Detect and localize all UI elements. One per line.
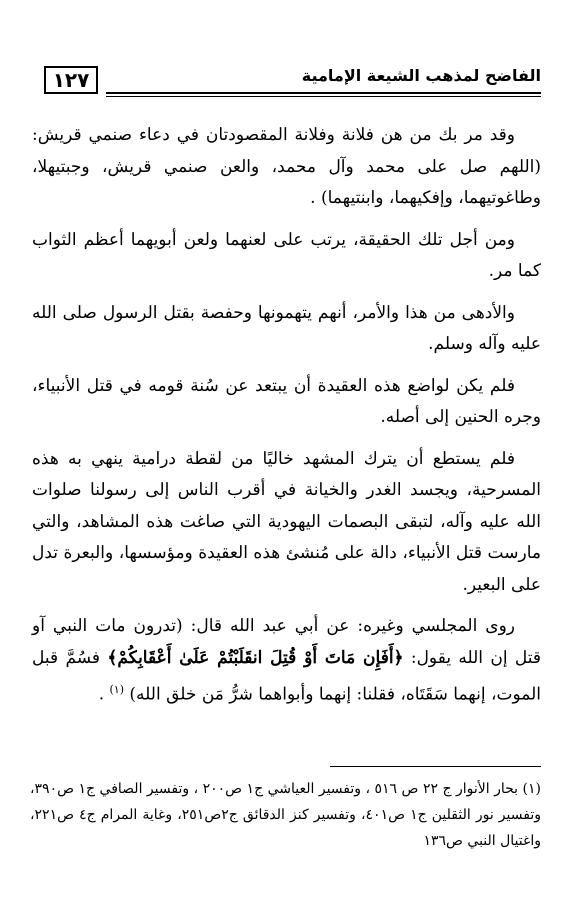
footnote-reference: (١) bbox=[109, 683, 125, 696]
paragraph-6 bbox=[32, 611, 541, 711]
paragraph-1: وقد مر بك من هن فلانة وفلانة المقصودتان في دعاء صنمي قريش: (اللهم صل على محمد وآل محمد، والعن صنمي قريش، وجبتيهلا، وطاغوتيهما، وإفكيهما، وابنتيهما) . bbox=[32, 125, 541, 208]
page-number: ١٢٧ bbox=[44, 66, 98, 94]
paragraph-6-intro: روى المجلسي وغيره: عن أبي عبد الله قال: (تدرون مات النبي آو قتل إن الله يقول: bbox=[32, 616, 542, 668]
paragraph-5: فلم يستطع أن يترك المشهد خاليًا من لقطة درامية ينهي به هذه المسرحية، ويجسد الغدر والخيانة في أقرب الناس إلى رسولنا صلوات الله عليه وآله، لتبقى البصمات اليهودية التي صاغت هذه المشاهد، والتي مارست قتل الأنبياء، دالة على مُنشئ هذه العقيدة ومؤسسها، والبعرة تدل على البعير. bbox=[32, 448, 541, 595]
quran-verse: ﴿أَفَإِن مَاتَ أَوْ قُتِلَ انقَلَبْتُمْ عَلَىٰ أَعْقَابِكُمْ﴾ bbox=[107, 647, 404, 668]
paragraph-4: فلم يكن لواضع هذه العقيدة أن يبتعد عن سُنة قومه في قتل الأنبياء، وجره الحنين إلى أصله. bbox=[32, 375, 541, 427]
footnote: (١) بحار الأنوار ج ٢٢ ص ٥١٦ ، وتفسير العياشي ج١ ص٢٠٠ ، وتفسير الصافي ج١ ص٣٩٠، وتفسير نور الثقلين ج١ ص٤٠١، وتفسير كنز الدقائق ج٢ص٢٥١، وغاية المرام ج٤ ص٢٢١، واغتيال النبي ص١٣٦ bbox=[30, 781, 541, 849]
paragraph-2: ومن أجل تلك الحقيقة، يرتب على لعنهما ولعن أبويهما أعظم الثواب كما مر. bbox=[32, 229, 541, 281]
paragraph-6-end: . bbox=[98, 684, 110, 705]
paragraph-6-rest: فسُمَّ قبل الموت، إنهما سَقَتَاه، فقلنا: إنهما وأبواهما شرُّ مَن خلق الله) bbox=[32, 647, 541, 705]
header-rule bbox=[106, 92, 541, 94]
running-header-title: الفاضح لمذهب الشيعة الإمامية bbox=[296, 64, 541, 88]
footnote-separator bbox=[330, 766, 541, 767]
paragraph-3: والأدهى من هذا والأمر، أنهم يتهمونها وحفصة بقتل الرسول صلى الله عليه وآله وسلم. bbox=[32, 302, 541, 354]
main-text bbox=[32, 120, 541, 721]
header-rule-thin bbox=[106, 96, 541, 97]
